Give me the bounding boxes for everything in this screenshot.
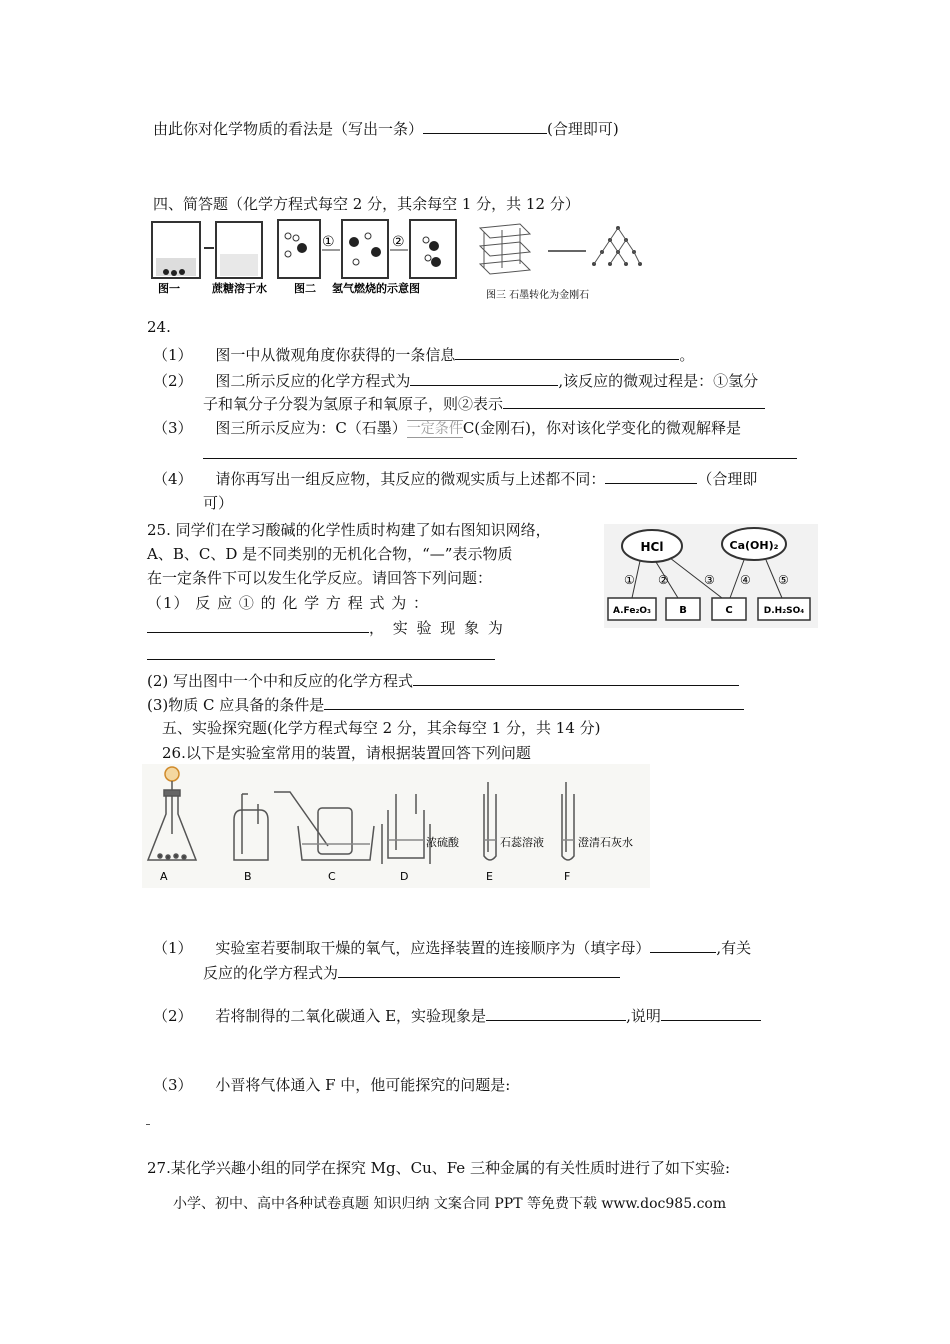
answer-blank[interactable]: [338, 963, 620, 978]
answer-blank[interactable]: [605, 469, 697, 484]
svg-text:④: ④: [740, 573, 751, 587]
svg-text:B: B: [244, 870, 252, 883]
q27-line1: 27.某化学兴趣小组的同学在探究 Mg、Cu、Fe 三种金属的有关性质时进行了如下实验:: [147, 1159, 731, 1177]
svg-text:A: A: [160, 870, 168, 883]
q25-line6: (2) 写出图中一个中和反应的化学方程式: [147, 670, 739, 691]
svg-text:石蕊溶液: 石蕊溶液: [500, 836, 544, 849]
q25-line2: A、B、C、D 是不同类别的无机化合物，“—”表示物质: [147, 545, 513, 563]
beaker-icon: [152, 222, 200, 278]
svg-text:C: C: [328, 870, 336, 883]
figure-row-1: [150, 218, 645, 300]
answer-line[interactable]: [203, 446, 797, 459]
answer-blank[interactable]: [413, 671, 739, 686]
q25-line4: （1） 反 应 ① 的 化 学 方 程 式 为 ：: [147, 594, 429, 612]
q24-part1: （1） 图一中从微观角度你获得的一条信息 。: [153, 346, 695, 364]
q25-line1: 25. 同学们在学习酸碱的化学性质时构建了如右图知识网络，: [147, 521, 551, 539]
svg-text:澄清石灰水: 澄清石灰水: [578, 836, 633, 849]
q24-label: 24.: [147, 318, 171, 336]
svg-text:D.H₂SO₄: D.H₂SO₄: [763, 606, 805, 616]
q25-line5: ， 实 验 现 象 为: [147, 617, 505, 638]
fig2-caption-b: 氢气燃烧的示意图: [332, 282, 420, 295]
graphite-icon: [480, 224, 530, 274]
svg-text:②: ②: [658, 573, 669, 587]
svg-text:浓硫酸: 浓硫酸: [426, 836, 459, 849]
svg-text:HCl: HCl: [640, 540, 664, 554]
fig1-caption-b: 蔗糖溶于水: [212, 282, 267, 295]
q24-part2: （2） 图二所示反应的化学方程式为 ,该反应的微观过程是：①氢分: [153, 372, 759, 390]
q24-part3: （3） 图三所示反应为：C（石墨）一定条件C(金刚石)，你对该化学变化的微观解释是: [153, 419, 741, 437]
svg-text:Ca(OH)₂: Ca(OH)₂: [729, 539, 779, 552]
svg-text:F: F: [564, 870, 571, 883]
q25-line7: (3)物质 C 应具备的条件是: [147, 694, 744, 715]
lab-apparatus-figure: [142, 764, 650, 888]
q26-part1: （1） 实验室若要制取干燥的氧气，应选择装置的连接顺序为（填字母） ,有关: [153, 939, 752, 957]
svg-text:C: C: [725, 605, 733, 616]
section4-title: 四、简答题（化学方程式每空 2 分，其余每空 1 分，共 12 分）: [153, 195, 580, 213]
q26-part3: （3） 小晋将气体通入 F 中，他可能探究的问题是:: [153, 1076, 511, 1094]
fig1-caption: 图一: [158, 282, 180, 295]
q24-part4-cont: 可）: [203, 494, 234, 512]
svg-text:③: ③: [704, 573, 715, 587]
answer-blank[interactable]: [410, 371, 558, 386]
answer-blank[interactable]: [661, 1006, 761, 1021]
answer-blank[interactable]: [147, 618, 369, 633]
step-1: ①: [322, 234, 335, 250]
step-2: ②: [392, 234, 405, 250]
svg-text:A.Fe₂O₃: A.Fe₂O₃: [613, 606, 651, 616]
svg-text:①: ①: [624, 573, 635, 587]
svg-text:B: B: [679, 605, 687, 616]
svg-text:D: D: [400, 870, 409, 883]
answer-blank[interactable]: [455, 345, 679, 360]
q24-part2-cont: 子和氧分子分裂为氢原子和氧原子，则②表示: [203, 393, 765, 414]
q26-line1: 26.以下是实验室常用的装置，请根据装置回答下列问题: [162, 744, 531, 762]
answer-blank[interactable]: [423, 119, 547, 134]
answer-line[interactable]: [147, 647, 495, 660]
q25-line3: 在一定条件下可以发生化学反应。请回答下列问题：: [147, 569, 493, 587]
answer-blank[interactable]: [324, 695, 744, 710]
svg-text:E: E: [486, 870, 493, 883]
knowledge-network-diagram: [604, 524, 818, 628]
q24-part4: （4） 请你再写出一组反应物，其反应的微观实质与上述都不同： （合理即: [153, 470, 758, 488]
beaker-icon: [216, 222, 262, 278]
svg-text:⑤: ⑤: [778, 573, 789, 587]
top-line: 由此你对化学物质的看法是（写出一条） (合理即可): [153, 120, 619, 138]
section5-title: 五、实验探究题(化学方程式每空 2 分，其余每空 1 分，共 14 分): [162, 719, 601, 737]
q26-part2: （2） 若将制得的二氧化碳通入 E，实验现象是 ,说明: [153, 1005, 761, 1026]
page-footer: 小学、初中、高中各种试卷真题 知识归纳 文案合同 PPT 等免费下载 www.doc985.com: [173, 1196, 727, 1212]
reaction-condition: 一定条件: [406, 421, 463, 437]
answer-blank[interactable]: [503, 394, 765, 409]
fig2-caption: 图二: [294, 282, 316, 295]
answer-blank[interactable]: [650, 938, 716, 953]
diamond-lattice-icon: [592, 226, 642, 266]
stray-mark: [146, 1124, 150, 1125]
answer-blank[interactable]: [486, 1006, 626, 1021]
q26-part1-cont: 反应的化学方程式为: [203, 962, 620, 983]
fig3-caption: 图三 石墨转化为金刚石: [486, 290, 590, 300]
